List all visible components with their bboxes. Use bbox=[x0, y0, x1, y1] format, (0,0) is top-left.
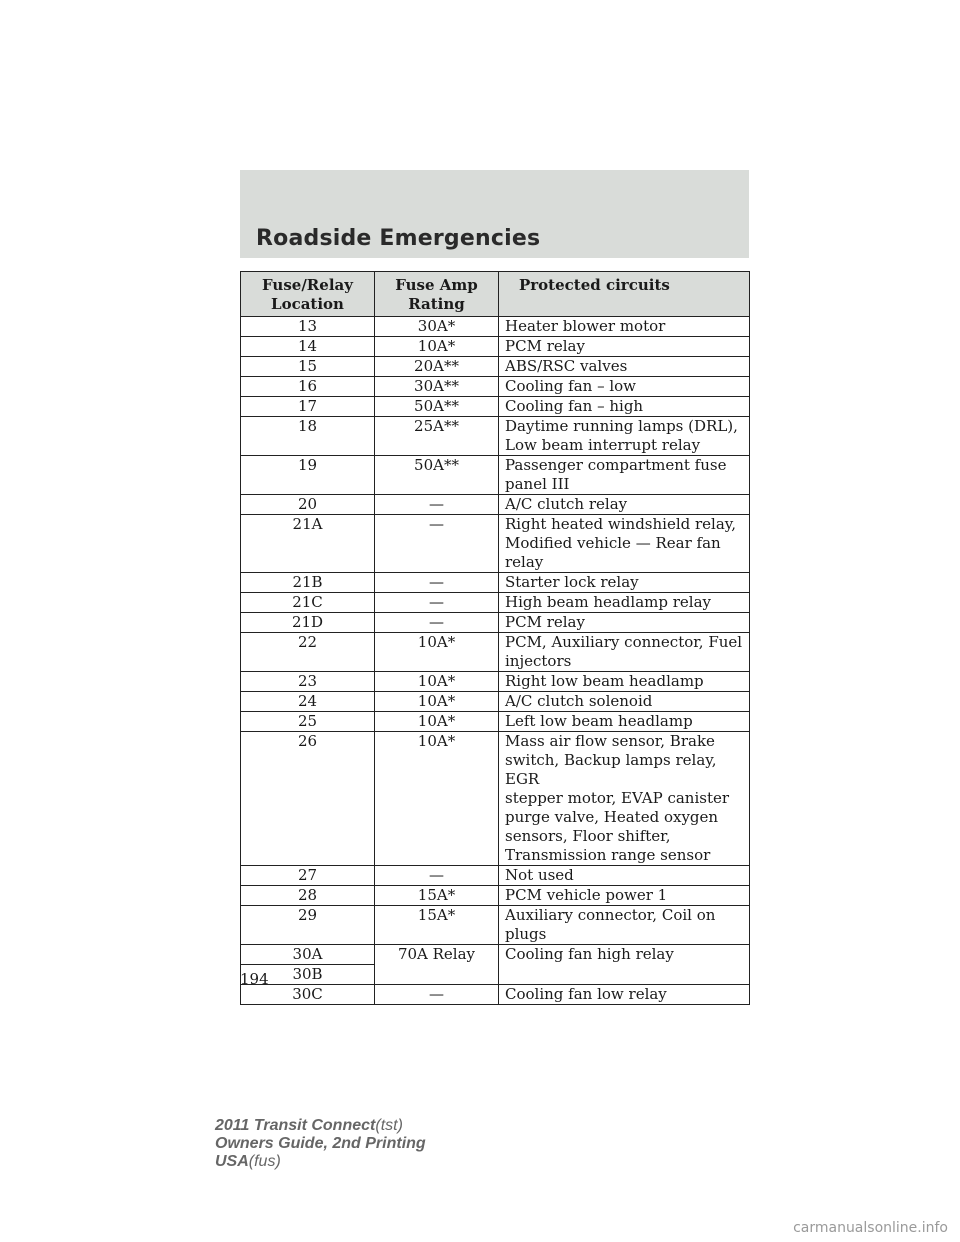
cell-amp-rating: — bbox=[375, 593, 499, 613]
cell-amp-rating: 15A* bbox=[375, 906, 499, 945]
section-title: Roadside Emergencies bbox=[256, 226, 541, 251]
table-row bbox=[241, 337, 750, 357]
cell-location: 24 bbox=[241, 692, 375, 712]
table-row bbox=[241, 573, 750, 593]
cell-location: 14 bbox=[241, 337, 375, 357]
cell-location: 27 bbox=[241, 866, 375, 886]
cell-location: 21B bbox=[241, 573, 375, 593]
cell-protected-circuits: PCM relay bbox=[499, 337, 750, 357]
table-row bbox=[241, 866, 750, 886]
table-row bbox=[241, 985, 750, 1005]
cell-protected-circuits: Cooling fan high relay bbox=[499, 945, 750, 985]
table-row bbox=[241, 456, 750, 495]
table-row bbox=[241, 712, 750, 732]
cell-amp-rating: 10A* bbox=[375, 337, 499, 357]
cell-amp-rating: 15A* bbox=[375, 886, 499, 906]
cell-protected-circuits: PCM relay bbox=[499, 613, 750, 633]
table-row bbox=[241, 417, 750, 456]
cell-location: 30B bbox=[241, 965, 375, 985]
footer-market-code: (fus) bbox=[248, 1153, 281, 1170]
cell-amp-rating: 70A Relay bbox=[375, 945, 499, 985]
cell-amp-rating: 30A** bbox=[375, 377, 499, 397]
cell-amp-rating: — bbox=[375, 613, 499, 633]
cell-protected-circuits: Not used bbox=[499, 866, 750, 886]
cell-protected-circuits: Right low beam headlamp bbox=[499, 672, 750, 692]
cell-protected-circuits: Heater blower motor bbox=[499, 317, 750, 337]
table-row bbox=[241, 692, 750, 712]
cell-protected-circuits: Mass air flow sensor, Brake switch, Backup lamps relay, EGR stepper motor, EVAP canister purge valve, Heated oxygen sensors, Floor shifter, Transmission range sensor bbox=[499, 732, 750, 866]
cell-amp-rating: 10A* bbox=[375, 712, 499, 732]
footer-model: 2011 Transit Connect bbox=[215, 1117, 376, 1134]
table-row bbox=[241, 357, 750, 377]
cell-protected-circuits: ABS/RSC valves bbox=[499, 357, 750, 377]
cell-protected-circuits: Right heated windshield relay, Modified vehicle — Rear fan relay bbox=[499, 515, 750, 573]
cell-protected-circuits: High beam headlamp relay bbox=[499, 593, 750, 613]
cell-amp-rating: 10A* bbox=[375, 672, 499, 692]
cell-protected-circuits: Cooling fan – high bbox=[499, 397, 750, 417]
table-body bbox=[241, 317, 750, 1005]
table-row bbox=[241, 397, 750, 417]
page-number: 194 bbox=[240, 970, 269, 988]
cell-amp-rating: 50A** bbox=[375, 456, 499, 495]
cell-protected-circuits: Left low beam headlamp bbox=[499, 712, 750, 732]
cell-amp-rating: — bbox=[375, 495, 499, 515]
table-row bbox=[241, 613, 750, 633]
table-row bbox=[241, 495, 750, 515]
cell-amp-rating: 10A* bbox=[375, 692, 499, 712]
footer-model-code: (tst) bbox=[375, 1117, 403, 1134]
table-row bbox=[241, 377, 750, 397]
cell-amp-rating: 20A** bbox=[375, 357, 499, 377]
cell-location: 21C bbox=[241, 593, 375, 613]
cell-protected-circuits: Cooling fan low relay bbox=[499, 985, 750, 1005]
cell-amp-rating: — bbox=[375, 573, 499, 593]
cell-location: 19 bbox=[241, 456, 375, 495]
cell-location: 28 bbox=[241, 886, 375, 906]
cell-location: 26 bbox=[241, 732, 375, 866]
table-row bbox=[241, 515, 750, 573]
cell-location: 15 bbox=[241, 357, 375, 377]
table-row bbox=[241, 317, 750, 337]
watermark-text: carmanualsonline.info bbox=[793, 1220, 948, 1236]
table-row bbox=[241, 945, 750, 965]
cell-location: 16 bbox=[241, 377, 375, 397]
column-header-amp-rating: Fuse Amp Rating bbox=[375, 272, 499, 317]
footer-printing: Owners Guide, 2nd Printing bbox=[215, 1135, 426, 1152]
fuse-table bbox=[240, 271, 750, 1005]
cell-amp-rating: 50A** bbox=[375, 397, 499, 417]
cell-protected-circuits: Daytime running lamps (DRL), Low beam interrupt relay bbox=[499, 417, 750, 456]
cell-location: 20 bbox=[241, 495, 375, 515]
cell-location: 29 bbox=[241, 906, 375, 945]
cell-amp-rating: — bbox=[375, 985, 499, 1005]
cell-protected-circuits: PCM vehicle power 1 bbox=[499, 886, 750, 906]
cell-location: 25 bbox=[241, 712, 375, 732]
table-header-row bbox=[241, 272, 750, 317]
cell-protected-circuits: Auxiliary connector, Coil on plugs bbox=[499, 906, 750, 945]
table-row bbox=[241, 593, 750, 613]
column-header-protected-circuits: Protected circuits bbox=[499, 272, 750, 317]
cell-location: 30A bbox=[241, 945, 375, 965]
cell-protected-circuits: Starter lock relay bbox=[499, 573, 750, 593]
document-footer bbox=[215, 1117, 426, 1171]
cell-location: 17 bbox=[241, 397, 375, 417]
cell-location: 30C bbox=[241, 985, 375, 1005]
cell-amp-rating: 10A* bbox=[375, 732, 499, 866]
cell-protected-circuits: Cooling fan – low bbox=[499, 377, 750, 397]
cell-location: 22 bbox=[241, 633, 375, 672]
cell-protected-circuits: A/C clutch relay bbox=[499, 495, 750, 515]
cell-amp-rating: — bbox=[375, 515, 499, 573]
cell-protected-circuits: Passenger compartment fuse panel III bbox=[499, 456, 750, 495]
table-row bbox=[241, 886, 750, 906]
footer-market: USA bbox=[215, 1153, 249, 1170]
table-row bbox=[241, 633, 750, 672]
cell-amp-rating: 30A* bbox=[375, 317, 499, 337]
cell-amp-rating: 10A* bbox=[375, 633, 499, 672]
table-row bbox=[241, 906, 750, 945]
cell-protected-circuits: PCM, Auxiliary connector, Fuel injectors bbox=[499, 633, 750, 672]
table-row bbox=[241, 672, 750, 692]
cell-location: 21D bbox=[241, 613, 375, 633]
column-header-location: Fuse/Relay Location bbox=[241, 272, 375, 317]
table-row bbox=[241, 732, 750, 866]
cell-location: 18 bbox=[241, 417, 375, 456]
cell-location: 23 bbox=[241, 672, 375, 692]
cell-location: 13 bbox=[241, 317, 375, 337]
cell-protected-circuits: A/C clutch solenoid bbox=[499, 692, 750, 712]
cell-amp-rating: 25A** bbox=[375, 417, 499, 456]
cell-amp-rating: — bbox=[375, 866, 499, 886]
cell-location: 21A bbox=[241, 515, 375, 573]
